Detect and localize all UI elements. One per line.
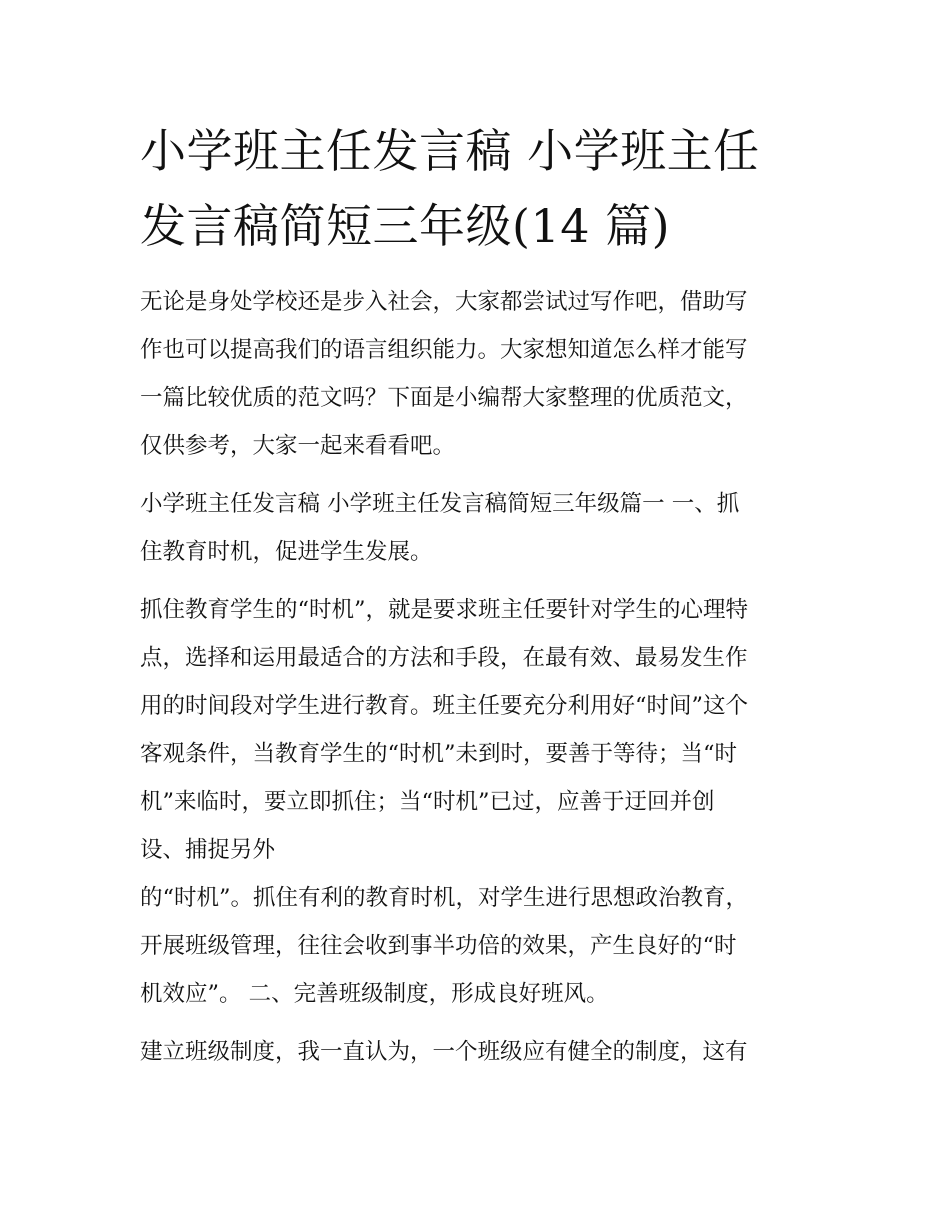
paragraph-timing-effect	[140, 881, 820, 1025]
text-line: 住教育时机，促进学生发展。	[140, 539, 433, 565]
text-line: 作也可以提高我们的语言组织能力。大家想知道怎么样才能写	[140, 337, 748, 363]
text-line: 开展班级管理，往往会收到事半功倍的效果，产生良好的“时	[140, 933, 737, 959]
text-line: 抓住教育学生的“时机”，就是要求班主任要针对学生的心理特	[140, 597, 749, 623]
text-line: 用的时间段对学生进行教育。班主任要充分利用好“时间”这个	[140, 693, 749, 719]
text-line: 机”来临时，要立即抓住；当“时机”已过，应善于迂回并创	[140, 789, 715, 815]
text-line: 小学班主任发言稿 小学班主任发言稿简短三年级篇一 一、抓	[140, 491, 740, 517]
text-line: 机效应”。 二、完善班级制度，形成良好班风。	[140, 981, 609, 1007]
document-body	[140, 285, 820, 1093]
paragraph-section-heading	[140, 487, 820, 583]
title-line: 小学班主任发言稿 小学班主任	[140, 124, 760, 178]
text-line: 无论是身处学校还是步入社会，大家都尝试过写作吧，借助写	[140, 289, 748, 315]
text-line: 点，选择和运用最适合的方法和手段，在最有效、最易发生作	[140, 645, 748, 671]
text-line: 仅供参考，大家一起来看看吧。	[140, 433, 456, 459]
text-line: 的“时机”。抓住有利的教育时机，对学生进行思想政治教育，	[140, 885, 749, 911]
text-line: 建立班级制度，我一直认为，一个班级应有健全的制度，这有	[140, 1039, 748, 1065]
text-line: 客观条件，当教育学生的“时机”未到时，要善于等待；当“时	[140, 741, 738, 767]
paragraph-class-rules	[140, 1035, 820, 1083]
paragraph-timing	[140, 593, 820, 881]
text-line: 设、捕捉另外	[140, 837, 276, 863]
document-title	[140, 114, 820, 264]
paragraph-intro	[140, 285, 820, 477]
text-line: 一篇比较优质的范文吗？下面是小编帮大家整理的优质范文，	[140, 385, 748, 411]
title-line: 发言稿简短三年级(14 篇)	[140, 199, 671, 253]
